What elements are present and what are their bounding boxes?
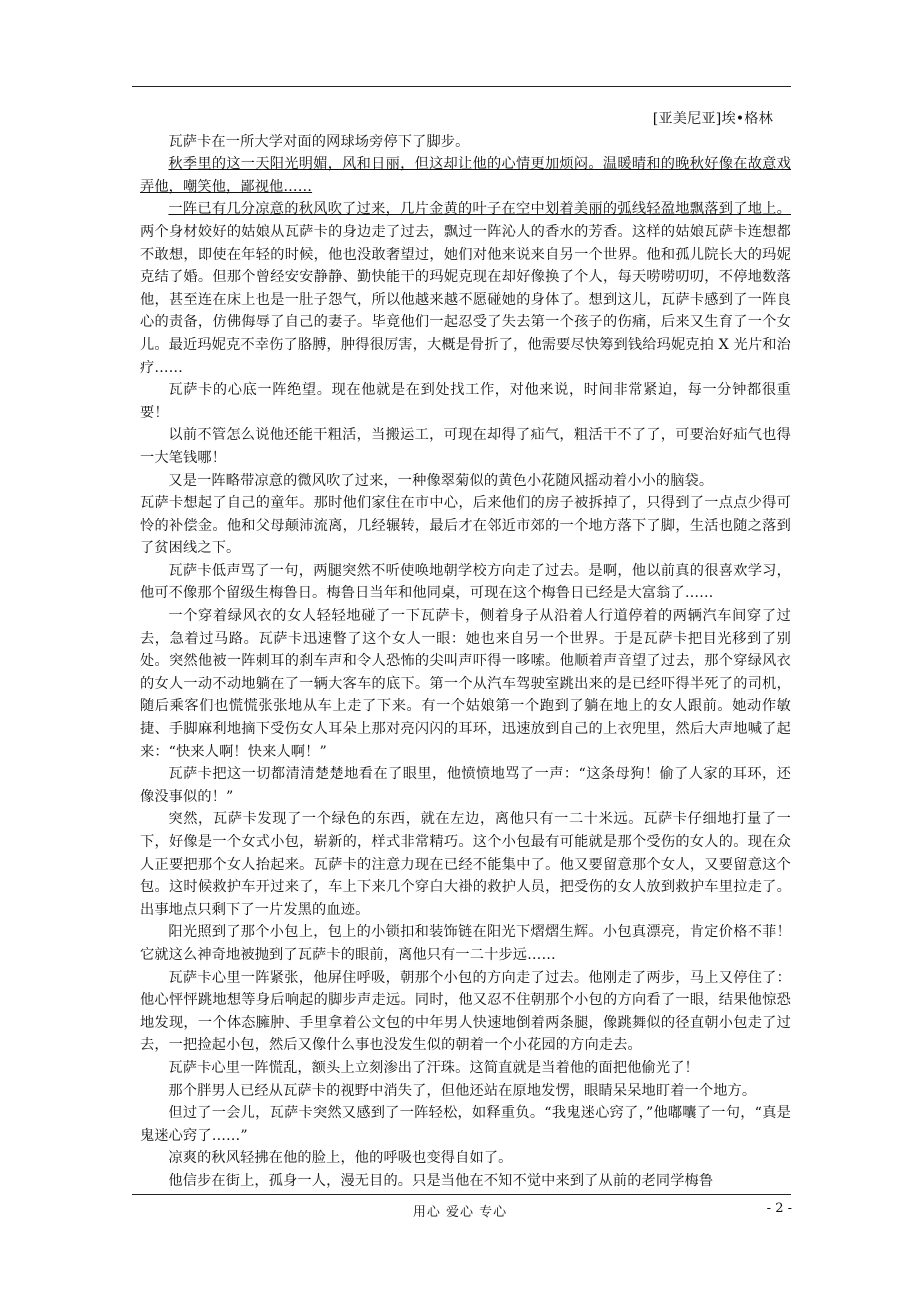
paragraph: 以前不管怎么说他还能干粗活，当搬运工，可现在却得了疝气，粗活干不了了，可要治好疝气也得一大笔钱哪！	[140, 427, 791, 466]
paragraph: 瓦萨卡把这一切都清清楚楚地看在了眼里，他愤愤地骂了一声：“这条母狗！偷了人家的耳环，还像没事似的！”	[140, 766, 791, 805]
paragraph: 他信步在街上，孤身一人，漫无目的。只是当他在不知不觉中来到了从前的老同学梅鲁	[168, 1172, 714, 1189]
paragraph: 瓦萨卡心里一阵慌乱，额头上立刻渗出了汗珠。这简直就是当着他的面把他偷光了！	[168, 1059, 699, 1076]
paragraph: 突然，瓦萨卡发现了一个绿色的东西，就在左边，离他只有一二十米远。瓦萨卡仔细地打量了一下，好像是一个女式小包，崭新的，样式非常精巧。这个小包最有可能就是那个受伤的女人的。现在众人正要把那个女人抬起来。瓦萨卡的注意力现在已经不能集中了。他又要留意那个女人，又要留意这个包。这时候救护车开过来了，车上下来几个穿白大褂的救护人员，把受伤的女人放到救护车里拉走了。出事地点只剩下了一片发黑的血迹。	[140, 811, 791, 918]
page-number: - 2 -	[766, 1201, 792, 1216]
paragraph: 瓦萨卡的心底一阵绝望。现在他就是在到处找工作，对他来说，时间非常紧迫，每一分钟都很重要！	[140, 382, 791, 421]
paragraph: 瓦萨卡在一所大学对面的网球场旁停下了脚步。	[168, 133, 470, 150]
paragraph: 瓦萨卡心里一阵紧张，他屏住呼吸，朝那个小包的方向走了过去。他刚走了两步，马上又停住了：他心怦怦跳地想等身后响起的脚步声走远。同时，他又忍不住朝那个小包的方向看了一眼，结果他惊恐地发现，一个体态臃肿、手里拿着公文包的中年男人快速地倒着两条腿，像跳舞似的径直朝小包走了过去，一把捡起小包，然后又像什么事也没发生似的朝着一个小花园的方向走去。	[140, 969, 791, 1054]
paragraph: 阳光照到了那个小包上，包上的小锁扣和装饰链在阳光下熠熠生辉。小包真漂亮，肯定价格不菲！它就这么神奇地被抛到了瓦萨卡的眼前，离他只有一二十步远……	[140, 924, 791, 963]
author-line: [亚美尼亚]埃•格林	[652, 111, 773, 127]
paragraph: 瓦萨卡低声骂了一句，两腿突然不听使唤地朝学校方向走了过去。是啊，他以前真的很喜欢学习，他可不像那个留级生梅鲁日。梅鲁日当年和他同桌，可现在这个梅鲁日已经是大富翁了……	[140, 562, 791, 602]
paragraph: 一个穿着绿风衣的女人轻轻地碰了一下瓦萨卡，侧着身子从沿着人行道停着的两辆汽车间穿了过去，急着过马路。瓦萨卡迅速瞥了这个女人一眼：她也来自另一个世界。于是瓦萨卡把目光移到了别处。突然他被一阵刺耳的刹车声和令人恐怖的尖叫声吓得一哆嗦。他顺着声音望了过去，那个穿绿风衣的女人一动不动地躺在了一辆大客车的底下。第一个从汽车驾驶室跳出来的是已经吓得半死了的司机，随后乘客们也慌慌张张地从车上走了下来。有一个姑娘第一个跑到了躺在地上的女人跟前。她动作敏捷、手脚麻利地摘下受伤女人耳朵上那对亮闪闪的耳环，迅速放到自己的上衣兜里，然后大声地喊了起来：“快来人啊！快来人啊！”	[140, 608, 791, 760]
paragraph: 那个胖男人已经从瓦萨卡的视野中消失了，但他还站在原地发愣，眼睛呆呆地盯着一个地方。	[168, 1082, 757, 1099]
underlined-sentence: 一阵已有几分凉意的秋风吹了过来，几片金黄的叶子在空中划着美丽的弧线轻盈地飘落到了地上。	[168, 201, 791, 218]
paragraph: 凉爽的秋风轻拂在他的脸上，他的呼吸也变得自如了。	[168, 1150, 513, 1167]
underlined-sentence: 秋季里的这一天阳光明媚，风和日丽，但这却让他的心情更加烦闷。温暖晴和的晚秋好像在故意戏弄他，嘲笑他，鄙视他……	[140, 156, 791, 195]
paragraph: 又是一阵略带凉意的微风吹了过来，一种像翠菊似的黄色小花随风摇动着小小的脑袋。	[168, 472, 714, 489]
paragraph: 但过了一会儿，瓦萨卡突然又感到了一阵轻松，如释重负。“我鬼迷心窍了，”他嘟囔了一句，“真是鬼迷心窍了……”	[140, 1105, 791, 1144]
header-rule	[132, 86, 791, 87]
paragraph: 瓦萨卡想起了自己的童年。那时他们家住在市中心，后来他们的房子被拆掉了，只得到了一点点少得可怜的补偿金。他和父母颠沛流离，几经辗转，最后才在邻近市郊的一个地方落下了脚，生活也随之落到了贫困线之下。	[140, 495, 791, 557]
article-body	[140, 108, 791, 1193]
footer-slogan: 用心 爱心 专心	[412, 1205, 508, 1220]
paragraph: 一阵已有几分凉意的秋风吹了过来，几片金黄的叶子在空中划着美丽的弧线轻盈地飘落到了地上。两个身材姣好的姑娘从瓦萨卡的身边走了过去，飘过一阵沁人的香水的芳香。这样的姑娘瓦萨卡连想都不敢想，即使在年轻的时候，他也没敢奢望过，她们对他来说来自另一个世界。他和孤儿院长大的玛妮克结了婚。但那个曾经安安静静、勤快能干的玛妮克现在却好像换了个人，每天唠唠叨叨，不停地数落他，甚至连在床上也是一肚子怨气，所以他越来越不愿碰她的身体了。想到这儿，瓦萨卡感到了一阵良心的责备，仿佛侮辱了自己的妻子。毕竟他们一起忍受了失去第一个孩子的伤痛，后来又生育了一个女儿。最近玛妮克不幸伤了胳膊，肿得很厉害，大概是骨折了，他需要尽快筹到钱给玛妮克拍 X 光片和治疗……	[140, 201, 791, 376]
footer-rule	[132, 1194, 791, 1195]
paragraph	[140, 153, 791, 198]
